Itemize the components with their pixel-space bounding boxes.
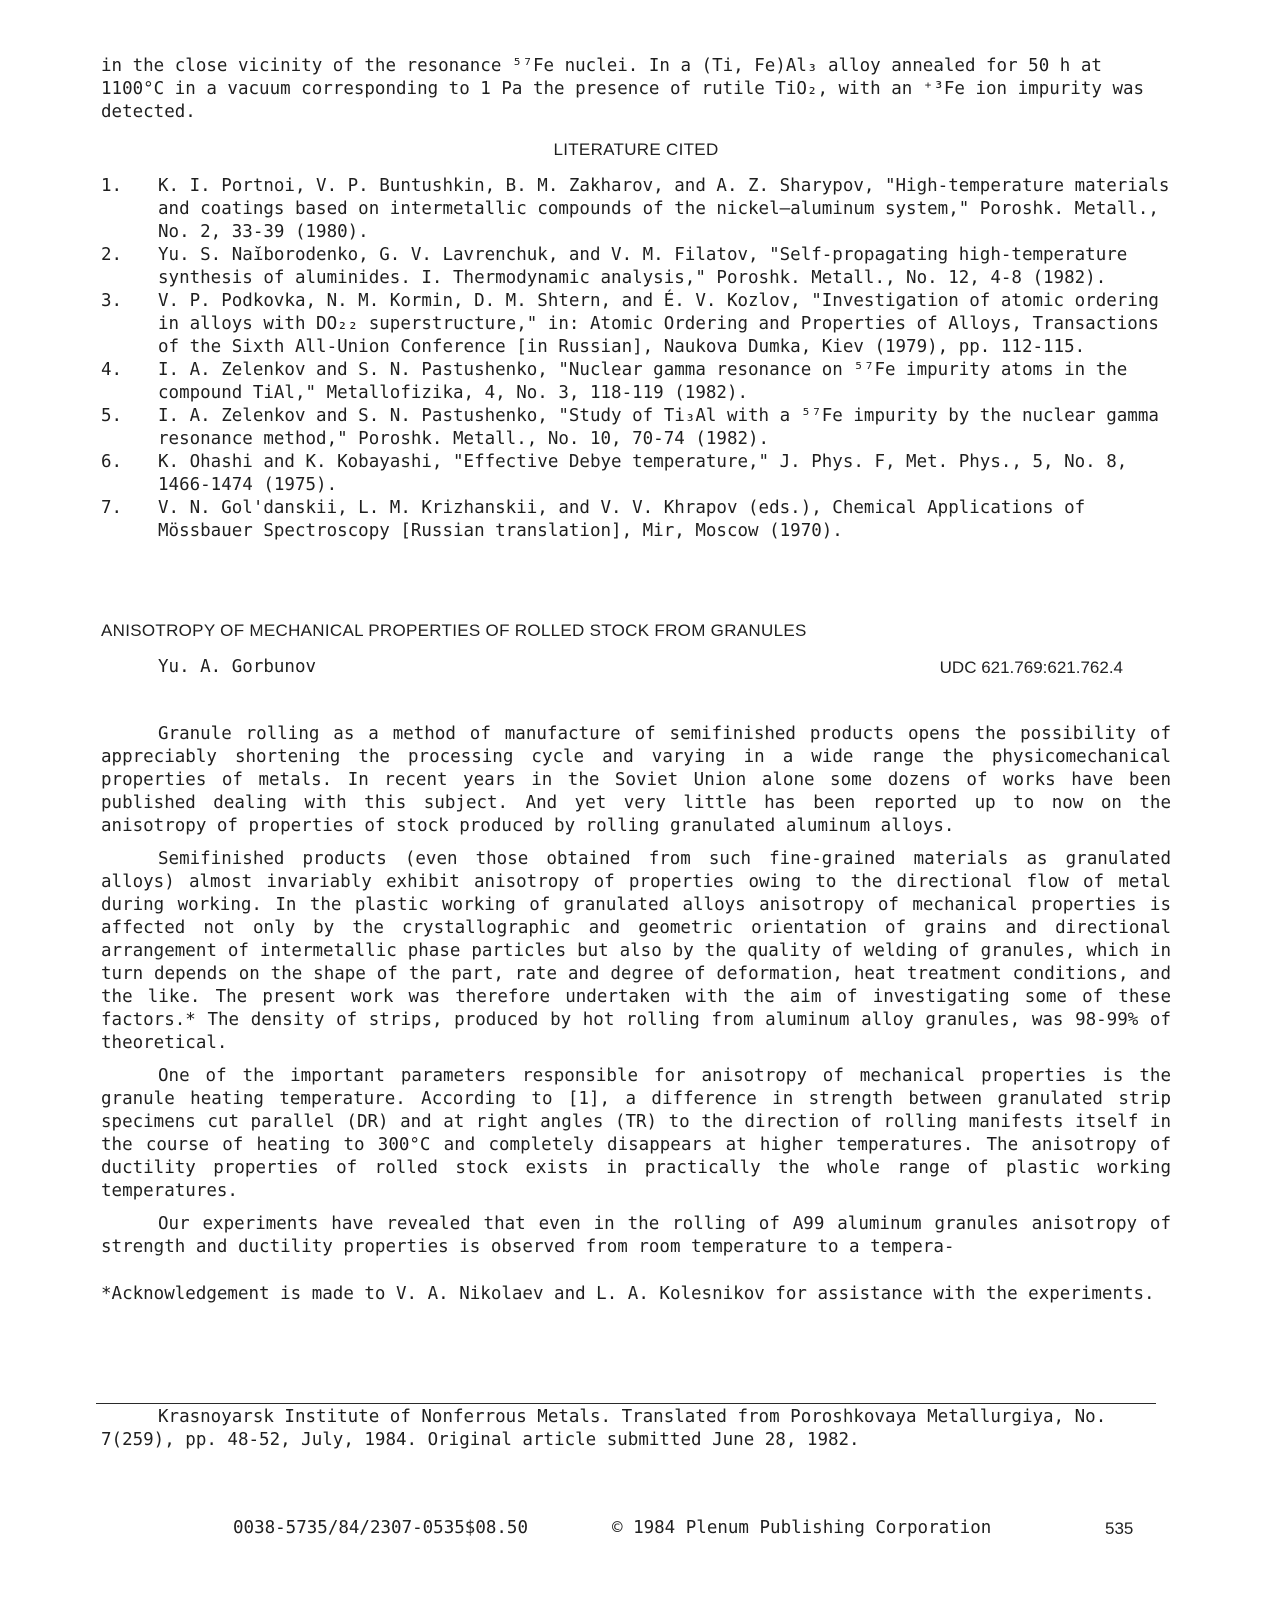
body-paragraph: Semifinished products (even those obtained from such fine-grained materials as granulated alloys) almost invariably exhibit anisotropy of properties owing to the directional flow of metal during working. In the plastic working of granulated alloys anisotropy of mechanical properties is affected not only by the crystallographic and geometric orientation of grains and directional arrangement of intermetallic phase particles but also by the quality of welding of granules, which in turn depends on the shape of the part, rate and degree of deformation, heat treatment conditions, and the like. The present work was therefore undertaken with the aim of investigating some of these factors.* The density of strips, produced by hot rolling from aluminum alloy granules, was 98-99% of theoretical. <box>101 849 1171 1053</box>
reference-text: V. N. Gol'danskii, L. M. Krizhanskii, and V. V. Khrapov (eds.), Chemical Applications of Mössbauer Spectroscopy [Russian translation], Mir, Moscow (1970). <box>158 498 1086 541</box>
reference-text: Yu. S. Naĭborodenko, G. V. Lavrenchuk, and V. M. Filatov, "Self-propagating high-temperature synthesis of aluminides. I. Thermodynamic analysis," Poroshk. Metall., No. 12, 4-8 (1982). <box>158 245 1128 288</box>
reference-number: 3. <box>101 291 123 311</box>
reference-item <box>101 290 1171 359</box>
body-paragraph: Our experiments have revealed that even in the rolling of A99 aluminum granules anisotropy of strength and ductility properties is observed from room temperature to a tempera- <box>101 1214 1171 1257</box>
article-title: ANISOTROPY OF MECHANICAL PROPERTIES OF ROLLED STOCK FROM GRANULES <box>101 621 807 640</box>
intro-paragraph: in the close vicinity of the resonance ⁵⁷Fe nuclei. In a (Ti, Fe)Al₃ alloy annealed for 50 h at 1100°C in a vacuum corresponding to 1 Pa the presence of rutile TiO₂, with an ⁺³Fe ion impurity was detected. <box>101 56 1145 122</box>
reference-item <box>101 359 1171 405</box>
reference-item <box>101 244 1171 290</box>
reference-number: 1. <box>101 176 123 196</box>
reference-item <box>101 405 1171 451</box>
reference-number: 6. <box>101 452 123 472</box>
reference-text: I. A. Zelenkov and S. N. Pastushenko, "Nuclear gamma resonance on ⁵⁷Fe impurity atoms in the compound TiAl," Metallofizika, 4, No. 3, 118-119 (1982). <box>158 360 1128 403</box>
reference-text: K. Ohashi and K. Kobayashi, "Effective Debye temperature," J. Phys. F, Met. Phys., 5, No. 8, 1466-1474 (1975). <box>158 452 1128 495</box>
page-content <box>101 55 1171 1306</box>
reference-number: 2. <box>101 245 123 265</box>
author-name: Yu. A. Gorbunov <box>158 657 317 677</box>
affiliation-note: Krasnoyarsk Institute of Nonferrous Metals. Translated from Poroshkovaya Metallurgiya, No. 7(259), pp. 48-52, July, 1984. Original article submitted June 28, 1982. <box>101 1407 1107 1450</box>
reference-list <box>101 175 1171 543</box>
reference-text: V. P. Podkovka, N. M. Kormin, D. M. Shtern, and É. V. Kozlov, "Investigation of atomic ordering in alloys with DO₂₂ superstructure," in: Atomic Ordering and Properties of Alloys, Transactions of the Sixth All-Union Conference [in Russian], Naukova Dumka, Kiev (1979), pp. 112-115. <box>158 291 1159 357</box>
page-number: 535 <box>1105 1519 1134 1538</box>
udc-code: UDC 621.769:621.762.4 <box>939 658 1123 677</box>
reference-item <box>101 497 1171 543</box>
body-paragraph: Granule rolling as a method of manufacture of semifinished products opens the possibility of appreciably shortening the processing cycle and varying in a wide range the physicomechanical properties of metals. In recent years in the Soviet Union alone some dozens of works have been published dealing with this subject. And yet very little has been reported up to now on the anisotropy of properties of stock produced by rolling granulated aluminum alloys. <box>101 724 1171 836</box>
body-paragraph: One of the important parameters responsible for anisotropy of mechanical properties is the granule heating temperature. According to [1], a difference in strength between granulated strip specimens cut parallel (DR) and at right angles (TR) to the direction of rolling manifests itself in the course of heating to 300°C and completely disappears at higher temperatures. The anisotropy of ductility properties of rolled stock exists in practically the whole range of plastic working temperatures. <box>101 1066 1171 1201</box>
reference-item <box>101 175 1171 244</box>
copyright-notice: © 1984 Plenum Publishing Corporation <box>612 1518 992 1538</box>
reference-number: 7. <box>101 498 123 518</box>
reference-text: K. I. Portnoi, V. P. Buntushkin, B. M. Zakharov, and A. Z. Sharypov, "High-temperature materials and coatings based on intermetallic compounds of the nickel—aluminum system," Poroshk. Metall., No. 2, 33-39 (1980). <box>158 176 1170 242</box>
publication-code: 0038-5735/84/2307-0535$08.50 <box>233 1518 529 1538</box>
footnote: *Acknowledgement is made to V. A. Nikolaev and L. A. Kolesnikov for assistance with the experiments. <box>101 1284 1155 1304</box>
reference-number: 4. <box>101 360 123 380</box>
reference-number: 5. <box>101 406 123 426</box>
footer-divider <box>96 1403 1156 1404</box>
literature-cited-heading: LITERATURE CITED <box>553 140 719 159</box>
byline <box>101 656 1171 679</box>
reference-text: I. A. Zelenkov and S. N. Pastushenko, "Study of Ti₃Al with a ⁵⁷Fe impurity by the nuclear gamma resonance method," Poroshk. Metall., No. 10, 70-74 (1982). <box>158 406 1159 449</box>
reference-item <box>101 451 1171 497</box>
